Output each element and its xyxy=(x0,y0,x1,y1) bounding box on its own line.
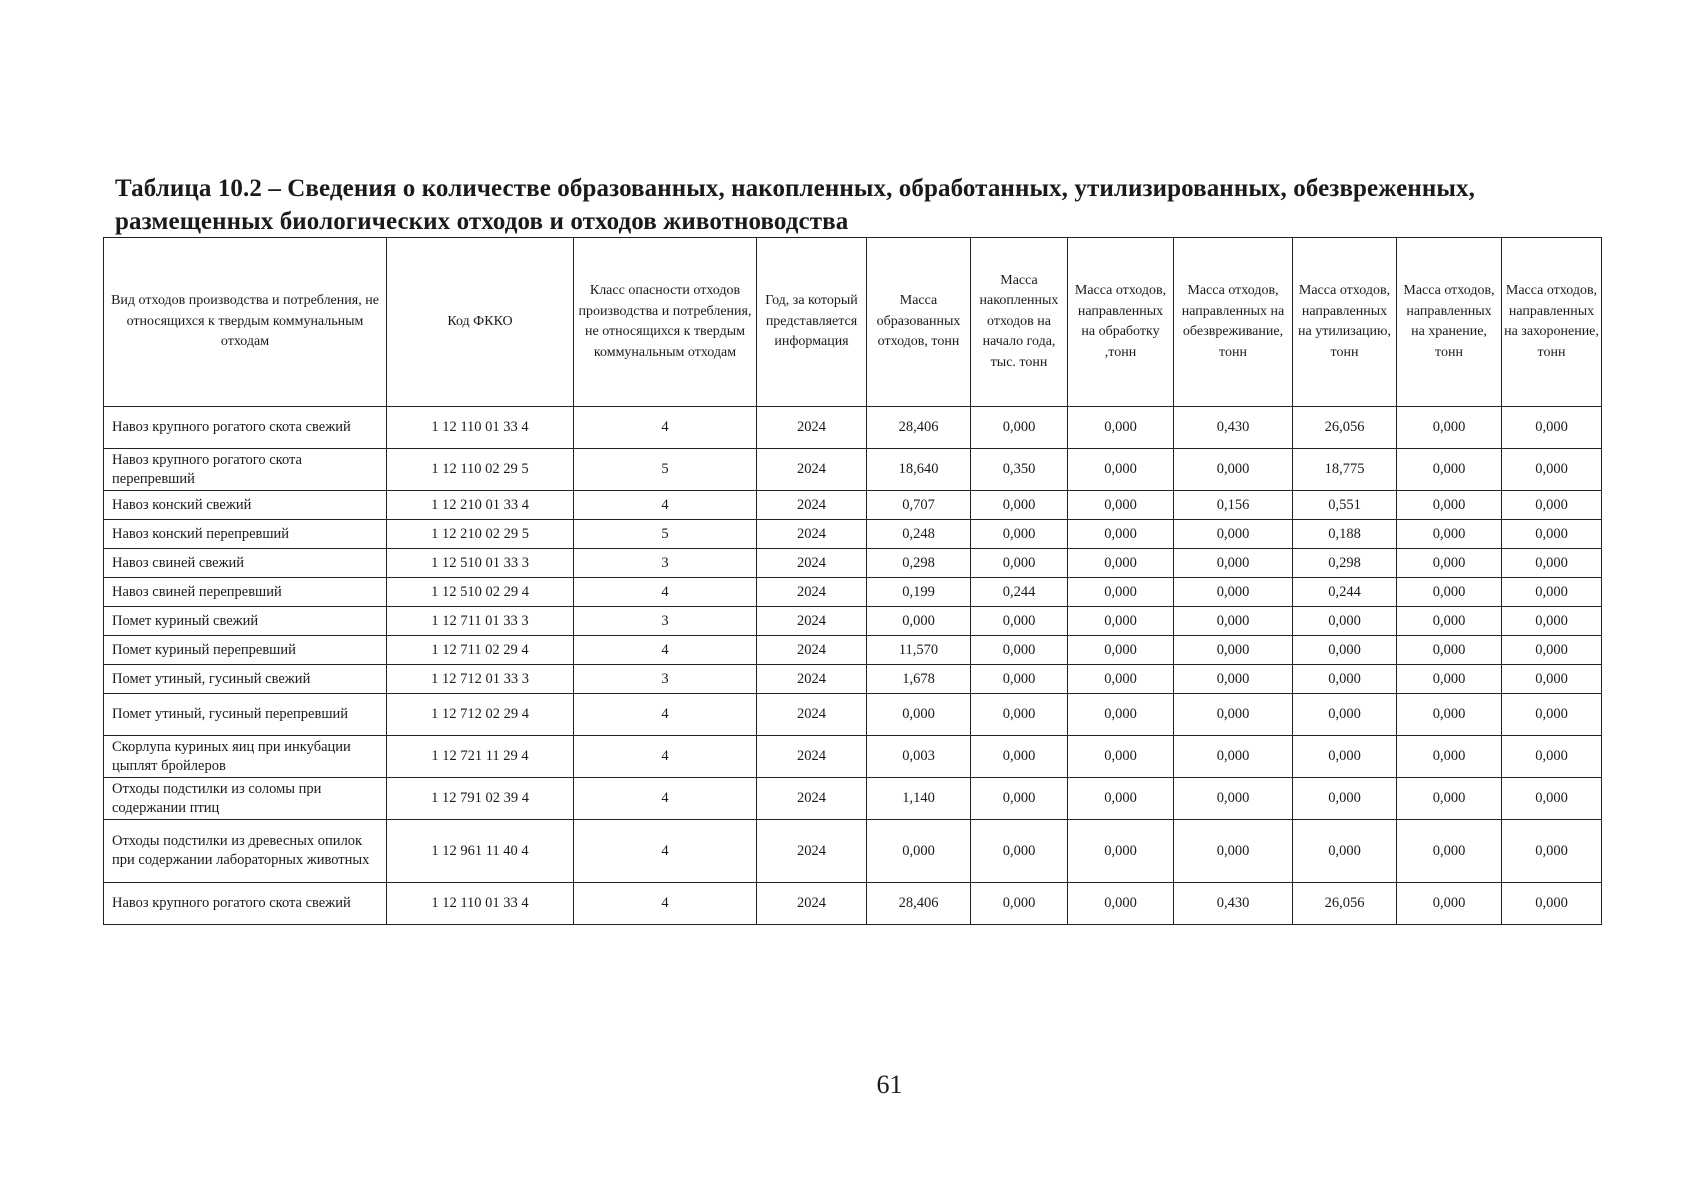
cell-mass-generated: 0,000 xyxy=(867,820,971,883)
cell-mass-accumulated: 0,000 xyxy=(971,520,1068,549)
cell-mass-accumulated: 0,000 xyxy=(971,883,1068,925)
cell-hazard-class: 4 xyxy=(574,883,757,925)
col-header-waste-type: Вид отходов производства и потребления, не относящихся к твердым коммунальным отходам xyxy=(104,238,387,407)
cell-mass-storage: 0,000 xyxy=(1397,407,1502,449)
cell-mass-utilization: 0,000 xyxy=(1293,778,1397,820)
cell-mass-utilization: 0,000 xyxy=(1293,665,1397,694)
cell-waste-type: Навоз свиней свежий xyxy=(104,549,387,578)
cell-waste-type: Навоз крупного рогатого скота свежий xyxy=(104,407,387,449)
cell-mass-utilization: 0,298 xyxy=(1293,549,1397,578)
table-row xyxy=(104,694,1602,736)
cell-fkko-code: 1 12 712 02 29 4 xyxy=(387,694,574,736)
cell-mass-neutralization: 0,000 xyxy=(1174,636,1293,665)
cell-mass-processing: 0,000 xyxy=(1068,607,1174,636)
table-header-row xyxy=(104,238,1602,407)
table-row xyxy=(104,778,1602,820)
cell-mass-neutralization: 0,000 xyxy=(1174,607,1293,636)
cell-mass-burial: 0,000 xyxy=(1502,820,1602,883)
cell-hazard-class: 4 xyxy=(574,820,757,883)
cell-year: 2024 xyxy=(757,578,867,607)
cell-mass-storage: 0,000 xyxy=(1397,449,1502,491)
cell-mass-processing: 0,000 xyxy=(1068,778,1174,820)
col-header-year: Год, за который представляется информация xyxy=(757,238,867,407)
col-header-mass-accumulated: Масса накопленных отходов на начало года, тыс. тонн xyxy=(971,238,1068,407)
col-header-mass-burial: Масса отходов, направленных на захоронение, тонн xyxy=(1502,238,1602,407)
cell-mass-burial: 0,000 xyxy=(1502,578,1602,607)
cell-mass-generated: 28,406 xyxy=(867,883,971,925)
cell-mass-burial: 0,000 xyxy=(1502,491,1602,520)
cell-mass-burial: 0,000 xyxy=(1502,520,1602,549)
cell-mass-processing: 0,000 xyxy=(1068,883,1174,925)
cell-mass-utilization: 0,000 xyxy=(1293,607,1397,636)
col-header-mass-processing: Масса отходов, направленных на обработку ,тонн xyxy=(1068,238,1174,407)
cell-mass-processing: 0,000 xyxy=(1068,407,1174,449)
table-row xyxy=(104,736,1602,778)
cell-fkko-code: 1 12 210 01 33 4 xyxy=(387,491,574,520)
cell-mass-burial: 0,000 xyxy=(1502,449,1602,491)
cell-mass-storage: 0,000 xyxy=(1397,607,1502,636)
cell-mass-utilization: 0,000 xyxy=(1293,736,1397,778)
waste-table xyxy=(103,237,1602,925)
cell-hazard-class: 4 xyxy=(574,694,757,736)
cell-year: 2024 xyxy=(757,665,867,694)
cell-fkko-code: 1 12 711 02 29 4 xyxy=(387,636,574,665)
cell-mass-neutralization: 0,000 xyxy=(1174,549,1293,578)
cell-mass-burial: 0,000 xyxy=(1502,636,1602,665)
cell-mass-generated: 0,199 xyxy=(867,578,971,607)
cell-mass-processing: 0,000 xyxy=(1068,636,1174,665)
cell-mass-neutralization: 0,000 xyxy=(1174,578,1293,607)
cell-mass-burial: 0,000 xyxy=(1502,549,1602,578)
cell-year: 2024 xyxy=(757,407,867,449)
cell-year: 2024 xyxy=(757,778,867,820)
table-row xyxy=(104,820,1602,883)
cell-mass-neutralization: 0,000 xyxy=(1174,778,1293,820)
cell-mass-neutralization: 0,000 xyxy=(1174,736,1293,778)
cell-fkko-code: 1 12 712 01 33 3 xyxy=(387,665,574,694)
cell-year: 2024 xyxy=(757,736,867,778)
cell-fkko-code: 1 12 110 01 33 4 xyxy=(387,883,574,925)
cell-fkko-code: 1 12 210 02 29 5 xyxy=(387,520,574,549)
cell-mass-storage: 0,000 xyxy=(1397,694,1502,736)
cell-mass-accumulated: 0,000 xyxy=(971,736,1068,778)
cell-fkko-code: 1 12 721 11 29 4 xyxy=(387,736,574,778)
cell-mass-processing: 0,000 xyxy=(1068,549,1174,578)
table-row xyxy=(104,549,1602,578)
cell-mass-generated: 1,678 xyxy=(867,665,971,694)
cell-waste-type: Навоз крупного рогатого скота перепревший xyxy=(104,449,387,491)
cell-hazard-class: 4 xyxy=(574,578,757,607)
cell-mass-accumulated: 0,000 xyxy=(971,778,1068,820)
cell-mass-neutralization: 0,000 xyxy=(1174,449,1293,491)
cell-hazard-class: 3 xyxy=(574,665,757,694)
cell-mass-utilization: 0,244 xyxy=(1293,578,1397,607)
cell-hazard-class: 4 xyxy=(574,636,757,665)
cell-mass-burial: 0,000 xyxy=(1502,694,1602,736)
cell-mass-accumulated: 0,000 xyxy=(971,407,1068,449)
cell-mass-processing: 0,000 xyxy=(1068,520,1174,549)
cell-mass-generated: 0,298 xyxy=(867,549,971,578)
cell-mass-generated: 18,640 xyxy=(867,449,971,491)
cell-mass-utilization: 0,188 xyxy=(1293,520,1397,549)
cell-mass-storage: 0,000 xyxy=(1397,883,1502,925)
cell-mass-storage: 0,000 xyxy=(1397,578,1502,607)
cell-mass-neutralization: 0,000 xyxy=(1174,665,1293,694)
cell-waste-type: Отходы подстилки из соломы при содержании птиц xyxy=(104,778,387,820)
cell-mass-utilization: 26,056 xyxy=(1293,407,1397,449)
cell-waste-type: Навоз свиней перепревший xyxy=(104,578,387,607)
cell-mass-generated: 1,140 xyxy=(867,778,971,820)
cell-mass-storage: 0,000 xyxy=(1397,549,1502,578)
cell-mass-utilization: 0,551 xyxy=(1293,491,1397,520)
cell-mass-storage: 0,000 xyxy=(1397,636,1502,665)
cell-mass-accumulated: 0,000 xyxy=(971,820,1068,883)
cell-fkko-code: 1 12 791 02 39 4 xyxy=(387,778,574,820)
table-row xyxy=(104,407,1602,449)
cell-mass-storage: 0,000 xyxy=(1397,736,1502,778)
cell-mass-generated: 0,707 xyxy=(867,491,971,520)
page-number: 61 xyxy=(876,1070,903,1099)
cell-hazard-class: 4 xyxy=(574,407,757,449)
cell-mass-processing: 0,000 xyxy=(1068,736,1174,778)
cell-mass-neutralization: 0,430 xyxy=(1174,883,1293,925)
col-header-mass-neutralization: Масса отходов, направленных на обезвреживание, тонн xyxy=(1174,238,1293,407)
cell-mass-neutralization: 0,000 xyxy=(1174,694,1293,736)
cell-waste-type: Помет куриный свежий xyxy=(104,607,387,636)
cell-mass-storage: 0,000 xyxy=(1397,520,1502,549)
table-row xyxy=(104,578,1602,607)
cell-mass-accumulated: 0,000 xyxy=(971,694,1068,736)
cell-mass-burial: 0,000 xyxy=(1502,883,1602,925)
cell-mass-processing: 0,000 xyxy=(1068,820,1174,883)
cell-hazard-class: 3 xyxy=(574,549,757,578)
cell-waste-type: Навоз конский перепревший xyxy=(104,520,387,549)
table-row xyxy=(104,883,1602,925)
cell-year: 2024 xyxy=(757,449,867,491)
cell-waste-type: Навоз крупного рогатого скота свежий xyxy=(104,883,387,925)
cell-mass-generated: 28,406 xyxy=(867,407,971,449)
table-row xyxy=(104,449,1602,491)
cell-fkko-code: 1 12 961 11 40 4 xyxy=(387,820,574,883)
col-header-hazard-class: Класс опасности отходов производства и потребления, не относящихся к твердым коммунальным отходам xyxy=(574,238,757,407)
cell-fkko-code: 1 12 711 01 33 3 xyxy=(387,607,574,636)
cell-year: 2024 xyxy=(757,694,867,736)
cell-mass-processing: 0,000 xyxy=(1068,491,1174,520)
table-row xyxy=(104,636,1602,665)
cell-mass-utilization: 26,056 xyxy=(1293,883,1397,925)
cell-mass-processing: 0,000 xyxy=(1068,449,1174,491)
table-row xyxy=(104,607,1602,636)
cell-mass-utilization: 0,000 xyxy=(1293,820,1397,883)
col-header-mass-generated: Масса образованных отходов, тонн xyxy=(867,238,971,407)
table-row xyxy=(104,520,1602,549)
table-title: Таблица 10.2 – Сведения о количестве образованных, накопленных, обработанных, утилизированных, обезвреженных, размещенных биологических отходов и отходов животноводства xyxy=(115,175,1475,235)
col-header-mass-utilization: Масса отходов, направленных на утилизацию, тонн xyxy=(1293,238,1397,407)
cell-mass-processing: 0,000 xyxy=(1068,694,1174,736)
cell-mass-storage: 0,000 xyxy=(1397,820,1502,883)
cell-mass-storage: 0,000 xyxy=(1397,491,1502,520)
cell-hazard-class: 4 xyxy=(574,778,757,820)
cell-mass-neutralization: 0,430 xyxy=(1174,407,1293,449)
cell-mass-processing: 0,000 xyxy=(1068,578,1174,607)
cell-mass-accumulated: 0,000 xyxy=(971,549,1068,578)
cell-mass-accumulated: 0,000 xyxy=(971,491,1068,520)
cell-mass-utilization: 18,775 xyxy=(1293,449,1397,491)
cell-waste-type: Помет утиный, гусиный перепревший xyxy=(104,694,387,736)
cell-mass-neutralization: 0,000 xyxy=(1174,520,1293,549)
cell-year: 2024 xyxy=(757,607,867,636)
cell-mass-burial: 0,000 xyxy=(1502,607,1602,636)
col-header-fkko-code: Код ФККО xyxy=(387,238,574,407)
col-header-mass-storage: Масса отходов, направленных на хранение, тонн xyxy=(1397,238,1502,407)
cell-mass-neutralization: 0,156 xyxy=(1174,491,1293,520)
cell-year: 2024 xyxy=(757,549,867,578)
cell-hazard-class: 4 xyxy=(574,736,757,778)
cell-mass-processing: 0,000 xyxy=(1068,665,1174,694)
cell-mass-accumulated: 0,000 xyxy=(971,636,1068,665)
table-row xyxy=(104,491,1602,520)
cell-mass-burial: 0,000 xyxy=(1502,778,1602,820)
cell-hazard-class: 5 xyxy=(574,449,757,491)
cell-mass-generated: 0,000 xyxy=(867,694,971,736)
cell-year: 2024 xyxy=(757,883,867,925)
cell-year: 2024 xyxy=(757,520,867,549)
cell-fkko-code: 1 12 510 01 33 3 xyxy=(387,549,574,578)
cell-fkko-code: 1 12 110 01 33 4 xyxy=(387,407,574,449)
cell-waste-type: Помет утиный, гусиный свежий xyxy=(104,665,387,694)
cell-hazard-class: 4 xyxy=(574,491,757,520)
cell-hazard-class: 3 xyxy=(574,607,757,636)
cell-mass-burial: 0,000 xyxy=(1502,736,1602,778)
cell-year: 2024 xyxy=(757,820,867,883)
cell-hazard-class: 5 xyxy=(574,520,757,549)
cell-waste-type: Отходы подстилки из древесных опилок при содержании лабораторных животных xyxy=(104,820,387,883)
cell-fkko-code: 1 12 510 02 29 4 xyxy=(387,578,574,607)
cell-mass-generated: 0,248 xyxy=(867,520,971,549)
cell-mass-burial: 0,000 xyxy=(1502,407,1602,449)
cell-mass-accumulated: 0,000 xyxy=(971,607,1068,636)
cell-mass-utilization: 0,000 xyxy=(1293,636,1397,665)
cell-waste-type: Скорлупа куриных яиц при инкубации цыплят бройлеров xyxy=(104,736,387,778)
cell-mass-storage: 0,000 xyxy=(1397,665,1502,694)
cell-waste-type: Помет куриный перепревший xyxy=(104,636,387,665)
cell-mass-burial: 0,000 xyxy=(1502,665,1602,694)
cell-mass-accumulated: 0,350 xyxy=(971,449,1068,491)
cell-mass-storage: 0,000 xyxy=(1397,778,1502,820)
cell-mass-neutralization: 0,000 xyxy=(1174,820,1293,883)
cell-mass-utilization: 0,000 xyxy=(1293,694,1397,736)
cell-year: 2024 xyxy=(757,636,867,665)
cell-mass-generated: 0,003 xyxy=(867,736,971,778)
cell-fkko-code: 1 12 110 02 29 5 xyxy=(387,449,574,491)
cell-year: 2024 xyxy=(757,491,867,520)
cell-mass-accumulated: 0,000 xyxy=(971,665,1068,694)
table-row xyxy=(104,665,1602,694)
cell-mass-accumulated: 0,244 xyxy=(971,578,1068,607)
cell-mass-generated: 0,000 xyxy=(867,607,971,636)
cell-waste-type: Навоз конский свежий xyxy=(104,491,387,520)
cell-mass-generated: 11,570 xyxy=(867,636,971,665)
